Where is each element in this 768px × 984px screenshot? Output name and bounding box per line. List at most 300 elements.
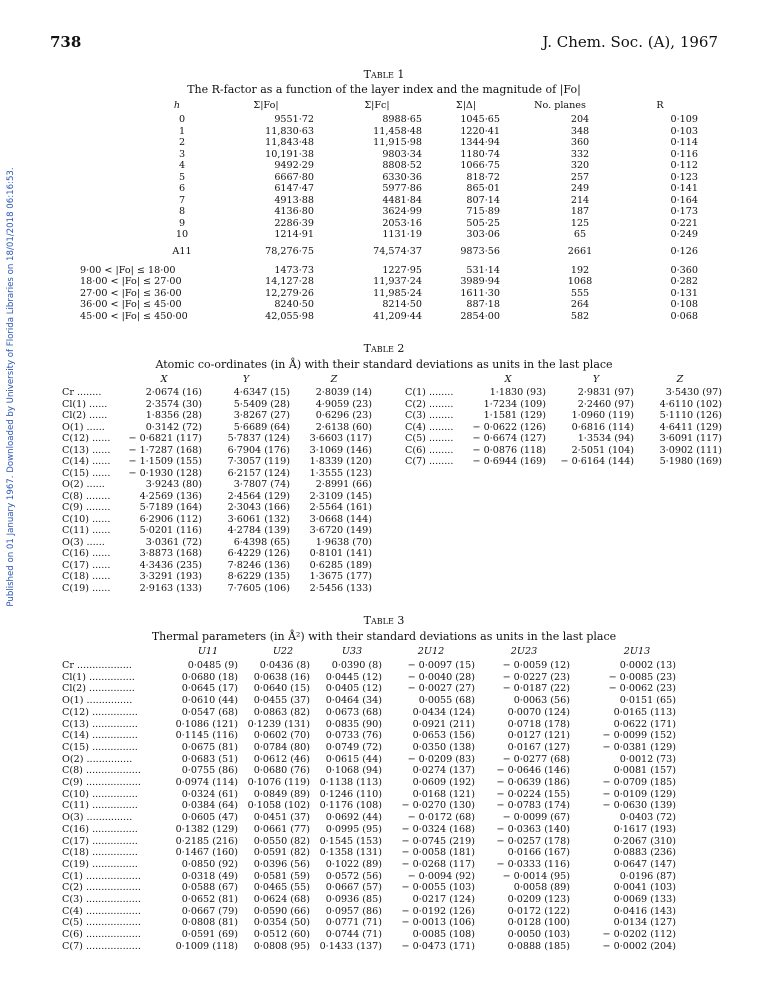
table3-atom-label: C(10) ............... xyxy=(62,788,138,800)
table3-atom-label: C(12) ............... xyxy=(62,706,138,718)
table1-cell: 0·173 xyxy=(670,206,698,217)
table3-cell: − 0·0745 (219) xyxy=(401,835,475,847)
table2-cell: 4·6411 (129) xyxy=(659,421,722,433)
table1-cell: 807·14 xyxy=(466,194,500,206)
table3-cell: 0·0445 (12) xyxy=(325,671,382,683)
table2-cell: − 0·6674 (127) xyxy=(472,433,546,444)
table3-cell: 0·0610 (44) xyxy=(181,695,238,707)
table3-cell: − 0·0109 (129) xyxy=(602,788,676,800)
table3-cell: 0·0615 (44) xyxy=(325,753,382,765)
table3 xyxy=(0,646,768,976)
table3-cell: − 0·0014 (95) xyxy=(502,870,570,882)
table2-atom-label: O(1) ...... xyxy=(62,421,105,433)
table2-cell: 3·6061 (132) xyxy=(227,513,290,525)
table1-cell: 2854·00 xyxy=(460,310,500,322)
table1-cell: 1068 xyxy=(567,276,593,287)
table2-cell: 4·6347 (15) xyxy=(233,387,290,398)
table3-cell: − 0·0002 (204) xyxy=(602,940,676,952)
table2-cell: 8·6229 (135) xyxy=(227,571,290,582)
table1-cell: 6330·36 xyxy=(382,171,422,183)
table1-cell: 125 xyxy=(570,217,590,229)
table2-col-header: X xyxy=(160,374,168,385)
table3-cell: − 0·0224 (155) xyxy=(496,788,570,800)
table3-atom-label: C(11) ............... xyxy=(62,800,138,812)
table3-cell: − 0·0097 (15) xyxy=(407,660,475,671)
table1-cell: 3 xyxy=(178,148,186,160)
table3-cell: 0·0436 (8) xyxy=(259,660,310,671)
table3-cell: 0·0647 (147) xyxy=(613,858,676,870)
table3-cell: 0·0995 (95) xyxy=(325,823,382,835)
table1-cell: 1473·73 xyxy=(274,264,314,276)
table3-cell: 0·0055 (68) xyxy=(418,695,475,707)
table3-cell: 0·0209 (123) xyxy=(507,894,570,905)
table3-cell: 0·0784 (80) xyxy=(253,741,310,753)
table3-cell: 0·1467 (160) xyxy=(175,847,238,859)
table2-cell: 2·9831 (97) xyxy=(577,387,634,398)
table3-cell: 0·2067 (310) xyxy=(613,835,676,847)
table3-cell: 0·1358 (131) xyxy=(319,847,382,859)
table3-cell: 0·1545 (153) xyxy=(319,835,382,847)
table3-cell: − 0·0040 (28) xyxy=(407,671,475,683)
table1-cell: 0·112 xyxy=(670,160,698,171)
table1-cell: 10 xyxy=(175,229,189,240)
table3-cell: − 0·0333 (116) xyxy=(496,858,570,870)
table1-cell: 0·068 xyxy=(670,310,698,322)
table3-cell: − 0·0209 (83) xyxy=(407,753,475,765)
table2-cell: 1·8339 (120) xyxy=(309,456,372,467)
table3-cell: 0·1239 (131) xyxy=(247,718,310,730)
table1-cell: 1 xyxy=(178,125,186,137)
table1-cell: 555 xyxy=(570,287,590,299)
table2-atom-label: C(19) ...... xyxy=(62,582,111,594)
table1-cell: 5 xyxy=(178,171,186,183)
table2-atom-label: C(6) ........ xyxy=(405,444,454,456)
table1-cell: 715·89 xyxy=(466,206,500,217)
table3-atom-label: C(15) ............... xyxy=(62,741,138,753)
table2-atom-label: C(3) ........ xyxy=(405,410,454,421)
table2-atom-label: C(10) ...... xyxy=(62,513,111,525)
table3-cell: − 0·0277 (68) xyxy=(502,753,570,765)
table3-cell: 0·1246 (110) xyxy=(319,788,382,800)
table1-cell: 1131·19 xyxy=(382,229,422,240)
table3-cell: − 0·0709 (185) xyxy=(602,777,676,788)
table1-cell: 582 xyxy=(570,310,590,322)
table1-cell: 865·01 xyxy=(466,183,500,194)
table1-cell: 1045·65 xyxy=(460,114,500,125)
table1-range-label: 45·00 < |Fo| ≤ 450·00 xyxy=(80,310,188,322)
table2-cell: 3·8873 (168) xyxy=(139,548,202,559)
table3-col-header: 2U23 xyxy=(510,646,538,657)
table2-cell: 1·8356 (28) xyxy=(145,410,202,421)
table2-cell: 7·7605 (106) xyxy=(227,582,290,594)
table1-cell: 8808·52 xyxy=(382,160,422,171)
table3-cell: − 0·0268 (117) xyxy=(401,858,475,870)
table1-cell: 360 xyxy=(570,137,590,148)
table1-cell: 3624·99 xyxy=(382,206,422,217)
table1-range-label: 18·00 < |Fo| ≤ 27·00 xyxy=(80,276,182,287)
table3-cell: 0·0196 (87) xyxy=(619,870,676,882)
table2-cell: 1·1581 (129) xyxy=(483,410,546,421)
table1-cell: 249 xyxy=(570,183,590,194)
table3-atom-label: O(2) ............... xyxy=(62,753,133,765)
table1-cell: 14,127·28 xyxy=(265,276,314,287)
table2-cell: 1·0960 (119) xyxy=(571,410,634,421)
table1-col-header: Σ|Δ| xyxy=(455,100,477,111)
table1-cell: 9 xyxy=(178,217,186,229)
table1-cell: 0·360 xyxy=(670,264,698,276)
table2-cell: 6·7904 (176) xyxy=(227,444,290,456)
table3-cell: 0·0771 (71) xyxy=(325,917,382,929)
table3-atom-label: C(13) ............... xyxy=(62,718,138,730)
table1-cell: 6147·47 xyxy=(274,183,314,194)
table2-atom-label: C(16) ...... xyxy=(62,548,111,559)
table2-cell: 2·3043 (166) xyxy=(227,502,290,513)
table2-cell: 6·4398 (65) xyxy=(233,536,290,548)
table3-cell: 0·0547 (68) xyxy=(181,706,238,718)
table3-atom-label: C(16) ............... xyxy=(62,823,138,835)
table3-atom-label: C(19) ............... xyxy=(62,858,138,870)
table3-cell: 0·0667 (57) xyxy=(325,882,382,894)
table1-cell: 8240·50 xyxy=(274,299,314,310)
table3-atom-label: Cl(2) ............... xyxy=(62,683,135,695)
table2-col-header: Y xyxy=(242,374,250,385)
table3-atom-label: C(18) ............... xyxy=(62,847,138,859)
table3-atom-label: C(14) ............... xyxy=(62,730,138,742)
table1-cell: 2053·16 xyxy=(382,217,422,229)
table3-cell: − 0·0473 (171) xyxy=(401,940,475,952)
table2-caption: Atomic co-ordinates (in Å) with their standard deviations as units in the last place xyxy=(155,358,613,371)
table3-atom-label: C(4) .................. xyxy=(62,905,141,917)
table3-cell: 0·0733 (76) xyxy=(325,730,382,742)
table2-cell: 1·3675 (177) xyxy=(309,571,372,582)
table3-cell: 0·0744 (71) xyxy=(325,929,382,941)
table1-cell: 320 xyxy=(570,160,590,171)
table2-cell: 1·3534 (94) xyxy=(577,433,634,444)
table3-col-header: U33 xyxy=(341,646,363,657)
table1-cell: 332 xyxy=(570,148,590,160)
table2-cell: 2·4564 (129) xyxy=(227,490,290,502)
table1-cell: 0·126 xyxy=(670,245,698,257)
table3-cell: 0·0151 (65) xyxy=(619,695,676,707)
table3-cell: 0·1076 (119) xyxy=(247,777,310,788)
table3-cell: − 0·0270 (130) xyxy=(401,800,475,812)
table2-cell: 2·3574 (30) xyxy=(145,398,202,410)
table1-range-label: 36·00 < |Fo| ≤ 45·00 xyxy=(80,299,182,310)
table2-cell: − 0·0876 (118) xyxy=(472,444,546,456)
table3-cell: 0·0166 (167) xyxy=(507,847,570,859)
table1-range-label: 27·00 < |Fo| ≤ 36·00 xyxy=(80,287,182,299)
table3-cell: − 0·0055 (103) xyxy=(401,882,475,894)
table2-cell: 2·8991 (66) xyxy=(315,479,372,490)
table2-cell: 2·3109 (145) xyxy=(309,490,372,502)
table1-col-header: No. planes xyxy=(534,100,586,111)
table2-cell: − 1·7287 (168) xyxy=(128,444,202,456)
table3-cell: 0·0808 (95) xyxy=(253,940,310,952)
table2-atom-label: C(9) ........ xyxy=(62,502,111,513)
table3-cell: 0·0405 (12) xyxy=(325,683,382,695)
table1-cell: 3989·94 xyxy=(460,276,500,287)
table1-cell: 187 xyxy=(570,206,590,217)
table2-cell: 2·8039 (14) xyxy=(315,387,372,398)
table3-cell: 0·0835 (90) xyxy=(325,718,382,730)
table3-cell: − 0·0099 (67) xyxy=(502,812,570,824)
table3-cell: − 0·0646 (146) xyxy=(496,765,570,777)
table3-cell: − 0·0094 (92) xyxy=(407,870,475,882)
table2-atom-label: C(17) ...... xyxy=(62,559,111,571)
table2-cell: − 1·1509 (155) xyxy=(128,456,202,467)
table3-cell: 0·0434 (124) xyxy=(412,706,475,718)
table3-cell: 0·0683 (51) xyxy=(181,753,238,765)
table2-cell: 3·8267 (27) xyxy=(233,410,290,421)
table3-atom-label: O(3) ............... xyxy=(62,812,133,824)
download-watermark-text: Published on 01 January 1967. Downloaded by University of Florida Libraries on 18/01/2018 06:16:53. xyxy=(6,167,16,607)
table1-cell: 0·103 xyxy=(670,125,698,137)
table3-cell: 0·0069 (133) xyxy=(613,894,676,905)
table3-cell: 0·0134 (127) xyxy=(613,917,676,929)
table3-cell: 0·0217 (124) xyxy=(412,894,475,905)
table2-cell: 6·2906 (112) xyxy=(139,513,202,525)
table3-cell: 0·0465 (55) xyxy=(253,882,310,894)
table2-atom-label: C(7) ........ xyxy=(405,456,454,467)
table3-cell: − 0·0027 (27) xyxy=(407,683,475,695)
table1-cell: 192 xyxy=(570,264,590,276)
table3-cell: 0·0416 (143) xyxy=(613,905,676,917)
table1-cell: 818·72 xyxy=(466,171,500,183)
table3-cell: 0·0127 (121) xyxy=(507,730,570,742)
table1-cell: 8 xyxy=(178,206,186,217)
table2-atom-label: C(2) ........ xyxy=(405,398,454,410)
table1-cell: 1214·91 xyxy=(274,229,314,240)
table2-atom-label: Cl(1) ...... xyxy=(62,398,108,410)
table3-cell: − 0·0227 (23) xyxy=(502,671,570,683)
table1-cell: 0·109 xyxy=(670,114,698,125)
table2-cell: − 0·0622 (126) xyxy=(472,421,546,433)
table3-cell: 0·0653 (156) xyxy=(412,730,475,742)
table3-cell: 0·0324 (61) xyxy=(181,788,238,800)
table2-cell: 5·7837 (124) xyxy=(227,433,290,444)
table2-cell: 5·1110 (126) xyxy=(659,410,722,421)
table1-cell: 9492·29 xyxy=(274,160,314,171)
table1-cell: 1227·95 xyxy=(382,264,422,276)
table2-cell: 0·8101 (141) xyxy=(309,548,372,559)
table2-cell: 5·7189 (164) xyxy=(139,502,202,513)
table3-atom-label: C(7) .................. xyxy=(62,940,141,952)
table2-cell: 3·6603 (117) xyxy=(309,433,372,444)
table2-cell: 3·7807 (74) xyxy=(233,479,290,490)
table3-cell: − 0·0639 (186) xyxy=(496,777,570,788)
table1-cell: 1344·94 xyxy=(460,137,500,148)
table1-cell: 0·164 xyxy=(670,194,698,206)
table3-cell: 0·0512 (60) xyxy=(253,929,310,941)
table2-cell: 6·4229 (126) xyxy=(227,548,290,559)
table2-cell: 3·0902 (111) xyxy=(659,444,722,456)
table1-cell: 303·06 xyxy=(466,229,500,240)
table3-cell: 0·0624 (68) xyxy=(253,894,310,905)
table3-cell: − 0·0172 (68) xyxy=(407,812,475,824)
table1-cell: 0·221 xyxy=(670,217,698,229)
table1-cell: 505·25 xyxy=(466,217,500,229)
table3-atom-label: C(3) .................. xyxy=(62,894,141,905)
table2-atom-label: C(8) ........ xyxy=(62,490,111,502)
table2-cell: − 0·6164 (144) xyxy=(560,456,634,467)
table2-atom-label: C(11) ...... xyxy=(62,525,111,536)
table3-atom-label: C(9) .................. xyxy=(62,777,141,788)
table3-atom-label: C(17) ............... xyxy=(62,835,138,847)
table2-atom-label: C(18) ...... xyxy=(62,571,111,582)
table3-cell: 0·0591 (69) xyxy=(181,929,238,941)
table1-cell: 214 xyxy=(570,194,590,206)
table3-cell: 0·1176 (108) xyxy=(319,800,382,812)
table3-cell: − 0·0381 (129) xyxy=(602,741,676,753)
table2-cell: 7·8246 (136) xyxy=(227,559,290,571)
table3-cell: 0·1009 (118) xyxy=(175,940,238,952)
table3-atom-label: Cr .................. xyxy=(62,660,132,671)
table2-cell: 0·6296 (23) xyxy=(315,410,372,421)
table1-cell: 348 xyxy=(570,125,590,137)
table1-label: Table 1 xyxy=(363,68,405,81)
table2-cell: 1·3555 (123) xyxy=(309,467,372,479)
table3-cell: 0·0165 (113) xyxy=(613,706,676,718)
table2-cell: 4·2784 (139) xyxy=(227,525,290,536)
table3-cell: 0·0661 (77) xyxy=(253,823,310,835)
table3-cell: 0·0354 (50) xyxy=(253,917,310,929)
table3-cell: 0·0172 (122) xyxy=(507,905,570,917)
table2-atom-label: C(12) ...... xyxy=(62,433,111,444)
table3-atom-label: C(5) .................. xyxy=(62,917,141,929)
table3-cell: − 0·0059 (12) xyxy=(502,660,570,671)
table2-atom-label: C(15) ...... xyxy=(62,467,111,479)
table3-cell: 0·0680 (76) xyxy=(253,765,310,777)
table2-atom-label: C(14) ...... xyxy=(62,456,111,467)
table2-atom-label: Cl(2) ...... xyxy=(62,410,108,421)
table1-cell: 0·282 xyxy=(670,276,698,287)
table3-cell: 0·0396 (56) xyxy=(253,858,310,870)
table3-cell: 0·1068 (94) xyxy=(325,765,382,777)
table3-cell: − 0·0324 (168) xyxy=(401,823,475,835)
table2-cell: 1·1830 (93) xyxy=(489,387,546,398)
table3-col-header: U11 xyxy=(197,646,219,657)
table2-cell: 0·6285 (189) xyxy=(309,559,372,571)
table3-cell: 0·0168 (121) xyxy=(412,788,475,800)
table2-cell: 2·0674 (16) xyxy=(145,387,202,398)
table1-cell: 0·131 xyxy=(670,287,698,299)
table3-cell: 0·1145 (116) xyxy=(175,730,238,742)
table3-cell: 0·1138 (113) xyxy=(319,777,382,788)
table1-cell: 264 xyxy=(570,299,590,310)
table3-cell: 0·0403 (72) xyxy=(619,812,676,824)
table3-cell: 0·0957 (86) xyxy=(325,905,382,917)
table3-cell: 0·0464 (34) xyxy=(325,695,382,707)
table3-cell: 0·0850 (92) xyxy=(181,858,238,870)
table3-cell: 0·0002 (13) xyxy=(619,660,676,671)
table1-cell: 204 xyxy=(570,114,590,125)
table3-cell: 0·0921 (211) xyxy=(412,718,475,730)
table2-atom-label: Cr ........ xyxy=(62,387,102,398)
table2-cell: 5·0201 (116) xyxy=(139,525,202,536)
table2-cell: 0·3142 (72) xyxy=(145,421,202,433)
table2-col-header: Z xyxy=(330,374,338,385)
table3-cell: 0·0667 (79) xyxy=(181,905,238,917)
table3-cell: − 0·0062 (23) xyxy=(608,683,676,695)
table1-cell: 4 xyxy=(178,160,186,171)
table3-cell: 0·0888 (185) xyxy=(507,940,570,952)
table1-cell: 8988·65 xyxy=(382,114,422,125)
table3-cell: 0·0274 (137) xyxy=(412,765,475,777)
table3-cell: − 0·0363 (140) xyxy=(496,823,570,835)
table3-col-header: 2U12 xyxy=(417,646,445,657)
table1-col-header: Σ|Fc| xyxy=(364,100,390,111)
table3-cell: 0·0749 (72) xyxy=(325,741,382,753)
table2-col-header: X xyxy=(504,374,512,385)
table3-cell: 0·0590 (66) xyxy=(253,905,310,917)
table3-cell: 0·0849 (89) xyxy=(253,788,310,800)
table2-cell: − 0·6821 (117) xyxy=(128,433,202,444)
table1-cell: 4136·80 xyxy=(274,206,314,217)
table3-cell: − 0·0257 (178) xyxy=(496,835,570,847)
table2-cell: 3·5430 (97) xyxy=(665,387,722,398)
table3-atom-label: Cl(1) ............... xyxy=(62,671,135,683)
table1-cell: 11,985·24 xyxy=(373,287,422,299)
table1-cell: 11,915·98 xyxy=(373,137,422,148)
table1-cell: 257 xyxy=(570,171,590,183)
table3-cell: 0·0680 (18) xyxy=(181,671,238,683)
table2-cell: − 0·1930 (128) xyxy=(128,467,202,479)
table3-cell: 0·0081 (157) xyxy=(613,765,676,777)
table3-cell: 0·0041 (103) xyxy=(613,882,676,894)
table3-cell: 0·0936 (85) xyxy=(325,894,382,905)
table2-atom-label: O(2) ...... xyxy=(62,479,105,490)
table3-cell: − 0·0187 (22) xyxy=(502,683,570,695)
table1-cell: 12,279·26 xyxy=(265,287,314,299)
table3-cell: 0·1022 (89) xyxy=(325,858,382,870)
table3-cell: − 0·0192 (126) xyxy=(401,905,475,917)
table1-cell: 9551·72 xyxy=(274,114,314,125)
table1-cell: 2661 xyxy=(567,245,593,257)
table2-cell: 3·6720 (149) xyxy=(309,525,372,536)
table3-cell: 0·0863 (82) xyxy=(253,706,310,718)
table1-cell: 2286·39 xyxy=(274,217,314,229)
table1-cell: 1611·30 xyxy=(460,287,500,299)
table3-cell: 0·0652 (81) xyxy=(181,894,238,905)
table3-cell: 0·0058 (89) xyxy=(513,882,570,894)
table1-col-header: h xyxy=(173,100,181,111)
table1-cell: 42,055·98 xyxy=(265,310,314,322)
table1-cell: 6667·80 xyxy=(274,171,314,183)
table1-cell: 5977·86 xyxy=(382,183,422,194)
table3-cell: − 0·0783 (174) xyxy=(496,800,570,812)
table3-cell: 0·1382 (129) xyxy=(175,823,238,835)
table3-cell: 0·0070 (124) xyxy=(507,706,570,718)
table3-atom-label: C(1) .................. xyxy=(62,870,141,882)
table3-cell: 0·2185 (216) xyxy=(175,835,238,847)
table3-cell: 0·0755 (86) xyxy=(181,765,238,777)
table3-cell: 0·0622 (171) xyxy=(613,718,676,730)
table2-cell: 3·1069 (146) xyxy=(309,444,372,456)
running-head: J. Chem. Soc. (A), 1967 xyxy=(542,33,718,51)
table2-cell: 3·6091 (117) xyxy=(659,433,722,444)
table2-cell: 3·0668 (144) xyxy=(309,513,372,525)
table2-cell: 2·5051 (104) xyxy=(571,444,634,456)
table3-cell: − 0·0013 (106) xyxy=(401,917,475,929)
table3-cell: 0·0808 (81) xyxy=(181,917,238,929)
table1-cell: 74,574·37 xyxy=(373,245,422,257)
table1-cell: 1180·74 xyxy=(460,148,500,160)
table3-cell: 0·0591 (82) xyxy=(253,847,310,859)
table3-col-header: U22 xyxy=(272,646,294,657)
table2-cell: 2·2460 (97) xyxy=(577,398,634,410)
table3-cell: 0·0318 (49) xyxy=(181,870,238,882)
table2 xyxy=(0,374,768,604)
